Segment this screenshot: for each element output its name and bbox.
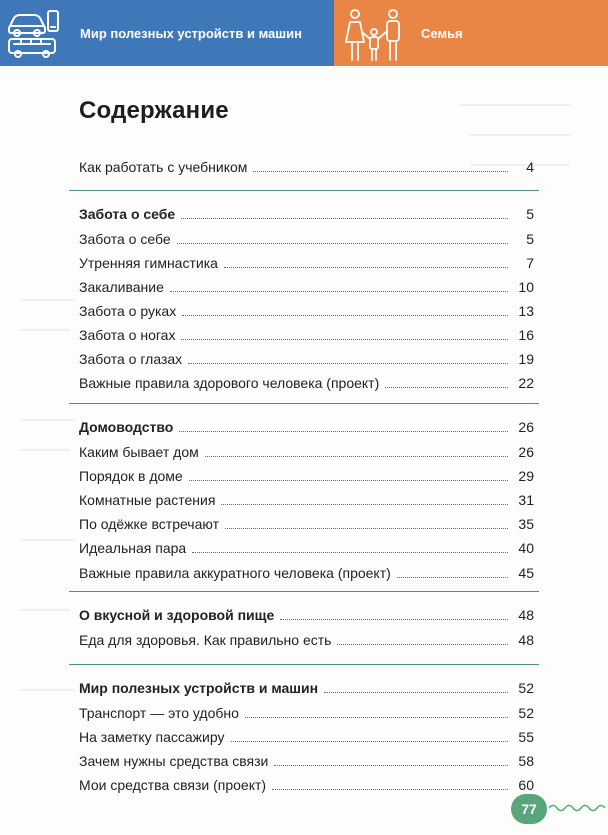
toc-title: Забота о себе: [79, 231, 171, 247]
toc-leader-dots: [324, 692, 508, 693]
toc-title: Зачем нужны средства связи: [79, 753, 269, 769]
toc-leader-dots: [397, 577, 508, 578]
toc-leader-dots: [253, 171, 508, 172]
header-left-title: Мир полезных устройств и машин: [80, 26, 302, 41]
toc-page-number: 35: [518, 516, 534, 532]
toc-page-number: 16: [518, 327, 534, 343]
toc-page-number: 55: [518, 729, 534, 745]
toc-entry: [79, 751, 534, 769]
toc-page-number: 60: [518, 777, 534, 793]
toc-title: Идеальная пара: [79, 540, 187, 556]
section-divider: [69, 664, 539, 665]
toc-entry: [79, 538, 534, 556]
toc-entry: [79, 301, 534, 319]
toc-leader-dots: [182, 315, 508, 316]
toc-page-number: 13: [518, 303, 534, 319]
toc-entry: [79, 253, 534, 271]
toc-page-number: 26: [518, 419, 534, 435]
toc-page-number: 29: [518, 468, 534, 484]
toc-entry: [79, 775, 534, 793]
page-number-badge: 77: [511, 794, 547, 824]
toc-leader-dots: [385, 387, 508, 388]
toc-section: [79, 204, 534, 222]
toc-entry: [79, 630, 534, 648]
toc-entry: [79, 727, 534, 745]
wave-decoration-icon: [549, 800, 608, 816]
toc-title: По одёжке встречают: [79, 516, 219, 532]
toc-entry: [79, 563, 534, 581]
toc-entry: [79, 703, 534, 721]
toc-leader-dots: [205, 456, 508, 457]
toc-leader-dots: [170, 291, 508, 292]
toc-leader-dots: [224, 267, 508, 268]
toc-page-number: 4: [526, 159, 534, 175]
toc-leader-dots: [221, 504, 508, 505]
toc-title: Забота о себе: [79, 206, 176, 222]
section-divider: [69, 591, 539, 592]
section-divider: [69, 403, 539, 404]
toc-page-number: 31: [518, 492, 534, 508]
toc-entry: [79, 277, 534, 295]
toc-section: [79, 417, 534, 435]
toc-page-number: 48: [518, 607, 534, 623]
toc-leader-dots: [188, 363, 508, 364]
toc-leader-dots: [231, 741, 509, 742]
toc-title: На заметку пассажиру: [79, 729, 225, 745]
toc-page-number: 58: [518, 753, 534, 769]
toc-leader-dots: [272, 789, 508, 790]
toc-page-number: 22: [518, 375, 534, 391]
toc-title: Каким бывает дом: [79, 444, 199, 460]
toc-title: Забота о ногах: [79, 327, 176, 343]
toc-entry: [79, 514, 534, 532]
toc-section: [79, 605, 534, 623]
toc-page-number: 26: [518, 444, 534, 460]
toc-entry: [79, 157, 534, 175]
toc-leader-dots: [192, 552, 508, 553]
toc-entry: [79, 490, 534, 508]
toc-leader-dots: [189, 480, 508, 481]
toc-leader-dots: [177, 243, 508, 244]
toc-entry: [79, 349, 534, 367]
toc-entry: [79, 373, 534, 391]
toc-title: Забота о руках: [79, 303, 177, 319]
toc-entry: [79, 229, 534, 247]
toc-leader-dots: [280, 619, 508, 620]
toc-leader-dots: [337, 644, 508, 645]
toc-page-number: 7: [526, 255, 534, 271]
toc-title: Важные правила здорового человека (проект): [79, 375, 380, 391]
toc-title: Важные правила аккуратного человека (проект): [79, 565, 391, 581]
toc-page-number: 45: [518, 565, 534, 581]
toc-title: О вкусной и здоровой пище: [79, 607, 275, 623]
toc-leader-dots: [274, 765, 508, 766]
toc-leader-dots: [225, 528, 508, 529]
toc-leader-dots: [181, 339, 508, 340]
toc-entry: [79, 325, 534, 343]
toc-title: Домоводство: [79, 419, 174, 435]
toc-title: Как работать с учебником: [79, 159, 248, 175]
toc-title: Комнатные растения: [79, 492, 216, 508]
toc-title: Мои средства связи (проект): [79, 777, 267, 793]
toc-title: Еда для здоровья. Как правильно есть: [79, 632, 332, 648]
toc-page-number: 5: [526, 231, 534, 247]
toc-title: Мир полезных устройств и машин: [79, 680, 319, 696]
toc-title: Порядок в доме: [79, 468, 183, 484]
toc-page-number: 10: [518, 279, 534, 295]
toc-page-number: 48: [518, 632, 534, 648]
toc-page-number: 40: [518, 540, 534, 556]
page-title: Содержание: [79, 97, 229, 124]
toc-leader-dots: [181, 218, 508, 219]
toc-leader-dots: [245, 717, 508, 718]
section-divider: [69, 190, 539, 191]
toc-page-number: 19: [518, 351, 534, 367]
toc-title: Транспорт — это удобно: [79, 705, 239, 721]
toc-leader-dots: [179, 431, 508, 432]
toc-title: Утренняя гимнастика: [79, 255, 218, 271]
toc-entry: [79, 442, 534, 460]
toc-page-number: 5: [526, 206, 534, 222]
toc-page-number: 52: [518, 705, 534, 721]
toc-section: [79, 678, 534, 696]
toc-title: Забота о глазах: [79, 351, 183, 367]
toc-entry: [79, 466, 534, 484]
toc-page-number: 52: [518, 680, 534, 696]
toc-title: Закаливание: [79, 279, 164, 295]
header-right-title: Семья: [421, 26, 463, 41]
